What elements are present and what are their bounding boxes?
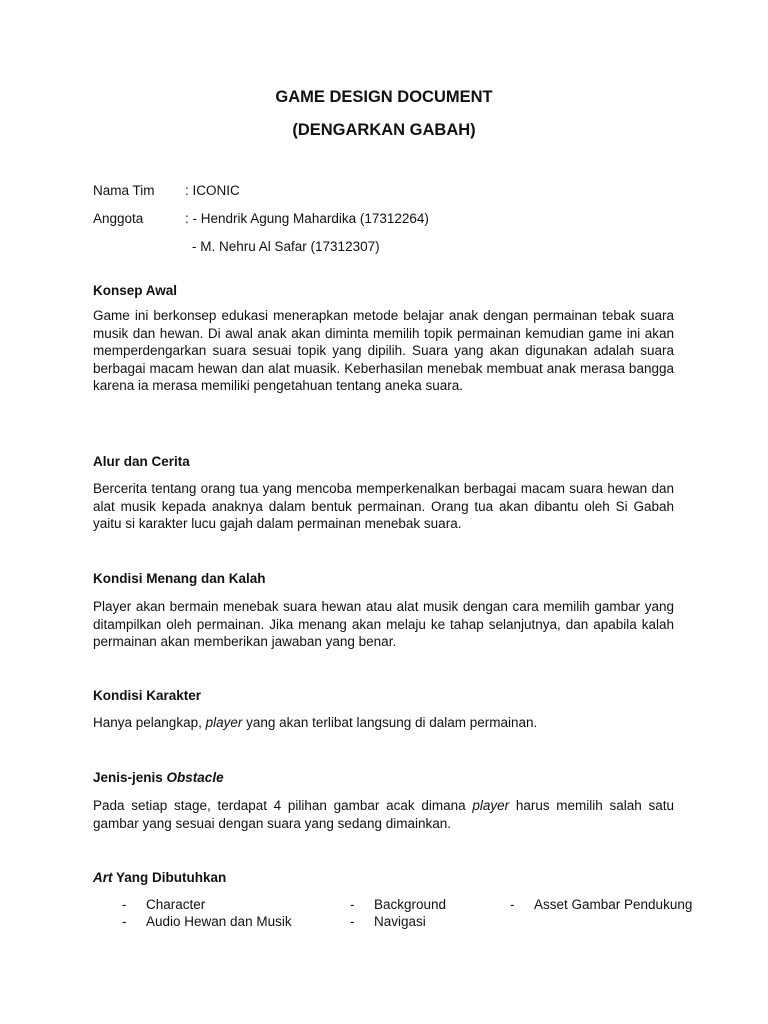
heading-konsep-awal: Konsep Awal <box>93 283 178 298</box>
art-item-audio: Audio Hewan dan Musik <box>146 914 292 929</box>
team-value: : ICONIC <box>185 183 240 198</box>
members-row <box>93 211 429 226</box>
art-item-background: Background <box>374 897 447 912</box>
paragraph-kondisi-menang: Player akan bermain menebak suara hewan atau alat musik dengan cara memilih gambar yang ditampilkan oleh permainan. Jika menang akan melaju ke tahap selanjutnya, dan apabila kalah permainan akan memberikan jawaban yang benar. <box>93 599 674 649</box>
bullet-dash: - <box>350 897 355 912</box>
art-item-character: Character <box>146 897 206 912</box>
member-1: : - Hendrik Agung Mahardika (17312264) <box>185 211 429 226</box>
heading-art: Art Yang Dibutuhkan <box>93 870 227 885</box>
heading-alur-cerita: Alur dan Cerita <box>93 454 190 469</box>
team-label: Nama Tim <box>93 183 155 198</box>
team-row <box>93 183 240 198</box>
bullet-dash: - <box>122 897 127 912</box>
members-row-2 <box>93 239 380 254</box>
paragraph-obstacle: Pada setiap stage, terdapat 4 pilihan gambar acak dimana player harus memilih salah satu gambar yang sesuai dengan suara yang sedang dimainkan. <box>93 798 674 831</box>
bullet-dash: - <box>510 897 515 912</box>
bullet-dash: - <box>122 914 127 929</box>
heading-kondisi-menang: Kondisi Menang dan Kalah <box>93 571 266 586</box>
heading-obstacle: Jenis-jenis Obstacle <box>93 770 224 785</box>
paragraph-alur-cerita: Bercerita tentang orang tua yang mencoba memperkenalkan berbagai macam suara hewan dan alat musik kepada anaknya dalam bentuk permainan. Orang tua akan dibantu oleh Si Gabah yaitu si karakter lucu gajah dalam permainan menebak suara. <box>93 481 674 531</box>
document-subtitle: (DENGARKAN GABAH) <box>292 121 476 139</box>
members-label: Anggota <box>93 211 144 226</box>
document-title: GAME DESIGN DOCUMENT <box>275 88 493 106</box>
paragraph-kondisi-karakter: Hanya pelangkap, player yang akan terlibat langsung di dalam permainan. <box>93 715 538 730</box>
art-item-asset: Asset Gambar Pendukung <box>534 897 693 912</box>
member-2: - M. Nehru Al Safar (17312307) <box>192 239 380 254</box>
bullet-dash: - <box>350 914 355 929</box>
heading-kondisi-karakter: Kondisi Karakter <box>93 688 202 703</box>
art-item-navigasi: Navigasi <box>374 914 426 929</box>
paragraph-konsep-awal: Game ini berkonsep edukasi menerapkan metode belajar anak dengan permainan tebak suara musik dan hewan. Di awal anak akan diminta memilih topik permainan kemudian game ini akan memperdengarkan suara sesuai topik yang dipilih. Suara yang akan digunakan adalah suara berbagai macam hewan dan alat muasik. Keberhasilan menebak membuat anak merasa bangga karena ia merasa memiliki pengetahuan tentang aneka suara. <box>93 308 674 393</box>
